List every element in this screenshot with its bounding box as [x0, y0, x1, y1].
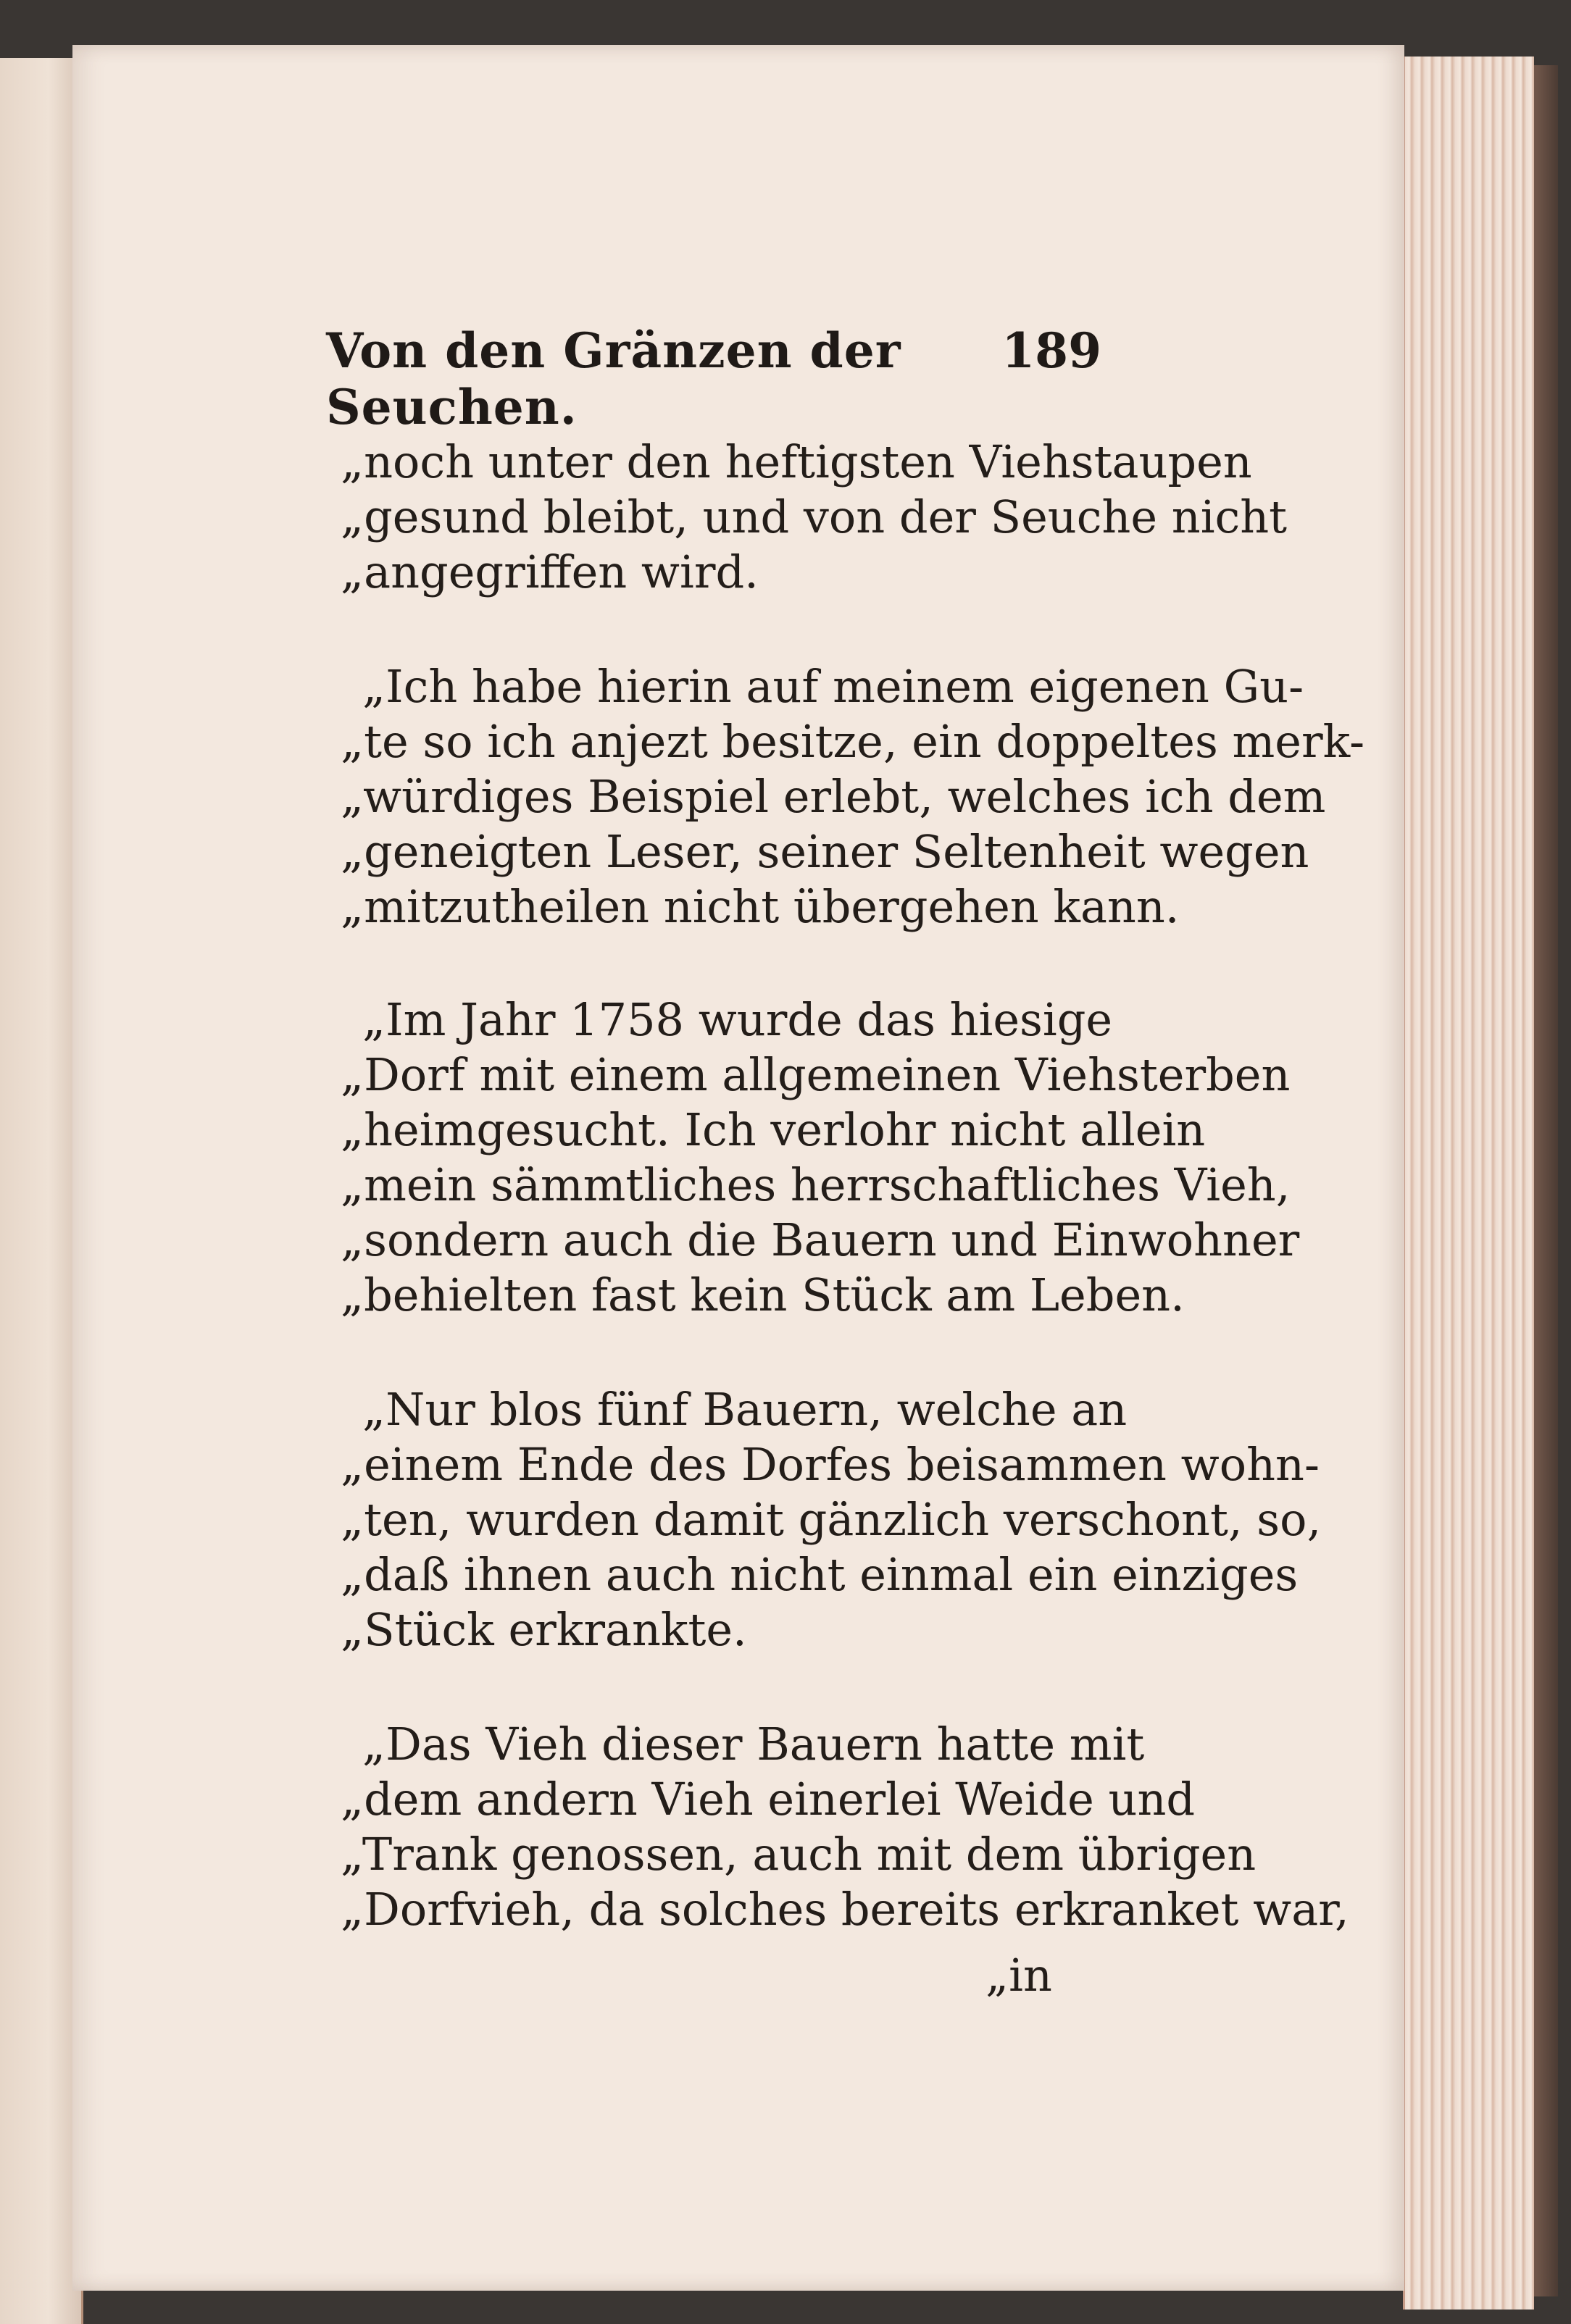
- text-line: „geneigten Leser, seiner Seltenheit wegen: [341, 825, 1309, 878]
- text-line: „Im Jahr 1758 wurde das hiesige: [362, 993, 1113, 1046]
- text-line: „Ich habe hierin auf meinem eigenen Gu-: [362, 660, 1304, 713]
- text-line: „Das Vieh dieser Bauern hatte mit: [362, 1718, 1145, 1771]
- text-line: „Stück erkrankte.: [341, 1603, 747, 1656]
- text-line: „einem Ende des Dorfes beisammen wohn-: [341, 1438, 1320, 1491]
- text-line: „Dorf mit einem allgemeinen Viehsterben: [341, 1048, 1291, 1101]
- text-line: „Trank genossen, auch mit dem übrigen: [341, 1828, 1257, 1881]
- text-line: „heimgesucht. Ich verlohr nicht allein: [341, 1103, 1206, 1156]
- text-line: „würdiges Beispiel erlebt, welches ich dem: [341, 770, 1326, 823]
- text-line: „mein sämmtliches herrschaftliches Vieh,: [341, 1158, 1291, 1211]
- text-line: „ten, wurden damit gänzlich verschont, so,: [341, 1493, 1322, 1546]
- page-fore-edge: [1403, 57, 1534, 2310]
- text-line: „Dorfvieh, da solches bereits erkranket war,: [341, 1883, 1349, 1936]
- catchword: „in: [985, 1949, 1052, 2002]
- running-title: Von den Gränzen der Seuchen.: [326, 322, 901, 435]
- left-page-edge: [0, 58, 83, 2324]
- text-line: „noch unter den heftigsten Viehstaupen: [341, 435, 1252, 488]
- running-header: [326, 322, 1101, 435]
- text-line: „Nur blos fünf Bauern, welche an: [362, 1383, 1128, 1436]
- text-line: „dem andern Vieh einerlei Weide und: [341, 1773, 1196, 1826]
- text-line: „te so ich anjezt besitze, ein doppeltes merk-: [341, 715, 1365, 768]
- text-line: „gesund bleibt, und von der Seuche nicht: [341, 490, 1288, 543]
- page-number: 189: [1001, 322, 1101, 379]
- text-line: „behielten fast kein Stück am Leben.: [341, 1268, 1185, 1321]
- text-line: „sondern auch die Bauern und Einwohner: [341, 1213, 1300, 1266]
- text-line: „angegriffen wird.: [341, 546, 759, 598]
- text-line: „mitzutheilen nicht übergehen kann.: [341, 880, 1180, 933]
- text-line: „daß ihnen auch nicht einmal ein einziges: [341, 1548, 1299, 1601]
